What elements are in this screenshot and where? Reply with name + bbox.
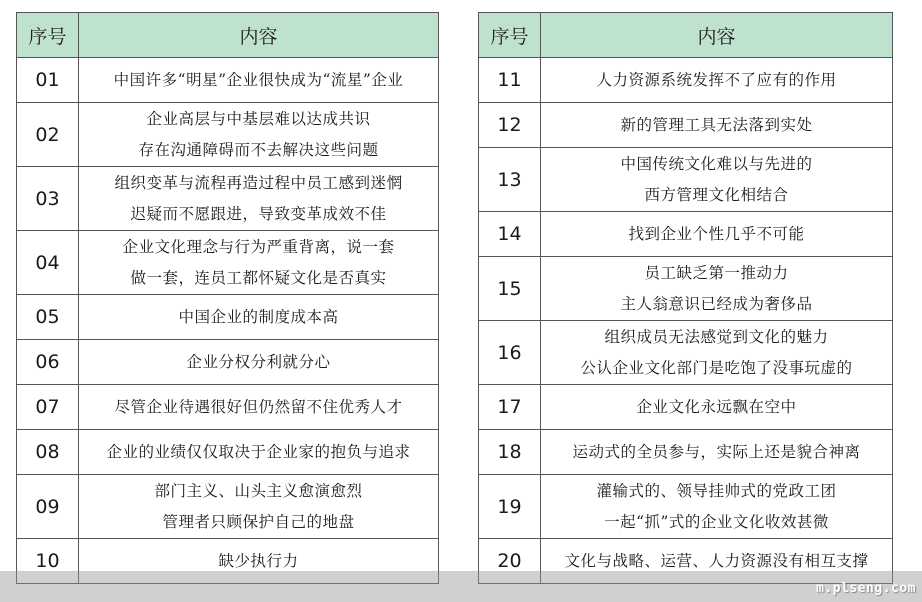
content-line: 灌输式的、领导挂帅式的党政工团: [596, 481, 837, 500]
row-content: [79, 475, 439, 539]
row-number: 13: [479, 148, 541, 212]
content-line: 中国企业的制度成本高: [178, 307, 339, 326]
table-row: [17, 475, 439, 539]
content-line: 人力资源系统发挥不了应有的作用: [596, 70, 837, 89]
row-content: [541, 385, 893, 430]
watermark: m.plseng.com: [816, 581, 916, 596]
row-number: 15: [479, 257, 541, 321]
table-row: [17, 167, 439, 231]
content-line: 企业分权分利就分心: [186, 352, 331, 371]
table-row: [479, 212, 893, 257]
row-content: [541, 148, 893, 212]
content-line: 尽管企业待遇很好但仍然留不住优秀人才: [114, 397, 403, 416]
row-number: 20: [479, 539, 541, 584]
table-row: [17, 231, 439, 295]
table-row: [479, 103, 893, 148]
row-number: 18: [479, 430, 541, 475]
issues-table-right: [478, 12, 893, 584]
content-line: 企业文化理念与行为严重背离，说一套: [122, 237, 395, 256]
table-row: [479, 475, 893, 539]
row-number: 01: [17, 58, 79, 103]
row-content: [79, 430, 439, 475]
row-content: [79, 295, 439, 340]
row-number: 16: [479, 321, 541, 385]
content-line: 做一套，连员工都怀疑文化是否真实: [130, 268, 387, 287]
table-row: [17, 385, 439, 430]
row-number: 10: [17, 539, 79, 584]
content-line: 迟疑而不愿跟进，导致变革成效不佳: [130, 204, 387, 223]
table-row: [479, 321, 893, 385]
row-content: [541, 321, 893, 385]
row-number: 03: [17, 167, 79, 231]
content-line: 一起“抓”式的企业文化收效甚微: [604, 512, 829, 531]
table-row: [17, 103, 439, 167]
row-content: [79, 231, 439, 295]
content-line: 公认企业文化部门是吃饱了没事玩虚的: [580, 358, 853, 377]
footer-bar: [0, 571, 922, 602]
content-line: 西方管理文化相结合: [644, 185, 789, 204]
row-number: 17: [479, 385, 541, 430]
content-line: 部门主义、山头主义愈演愈烈: [154, 481, 363, 500]
table-row: [17, 58, 439, 103]
content-line: 企业高层与中基层难以达成共识: [146, 109, 371, 128]
row-content: [79, 167, 439, 231]
row-content: [79, 58, 439, 103]
content-line: 缺少执行力: [218, 551, 299, 570]
row-number: 19: [479, 475, 541, 539]
table-row: [17, 340, 439, 385]
content-line: 中国传统文化难以与先进的: [620, 154, 813, 173]
row-content: [541, 430, 893, 475]
table-row: [479, 430, 893, 475]
content-line: 新的管理工具无法落到实处: [620, 115, 813, 134]
header-content: 内容: [79, 13, 439, 58]
content-line: 企业文化永远飘在空中: [636, 397, 797, 416]
row-number: 08: [17, 430, 79, 475]
content-line: 员工缺乏第一推动力: [644, 263, 789, 282]
content-line: 存在沟通障碍而不去解决这些问题: [138, 140, 379, 159]
content-line: 找到企业个性几乎不可能: [628, 224, 805, 243]
table-row: [479, 257, 893, 321]
row-number: 11: [479, 58, 541, 103]
issues-table-left: [16, 12, 439, 584]
row-content: [541, 212, 893, 257]
row-content: [79, 385, 439, 430]
content-line: 文化与战略、运营、人力资源没有相互支撑: [564, 551, 869, 570]
content-line: 企业的业绩仅仅取决于企业家的抱负与追求: [106, 442, 411, 461]
row-number: 12: [479, 103, 541, 148]
row-content: [79, 103, 439, 167]
row-number: 06: [17, 340, 79, 385]
table-row: [17, 295, 439, 340]
table-row: [17, 430, 439, 475]
row-number: 02: [17, 103, 79, 167]
content-line: 管理者只顾保护自己的地盘: [162, 512, 355, 531]
row-number: 14: [479, 212, 541, 257]
header-number: 序号: [17, 13, 79, 58]
row-content: [541, 58, 893, 103]
row-content: [541, 103, 893, 148]
content-line: 中国许多“明星”企业很快成为“流星”企业: [113, 70, 404, 89]
table-row: [479, 148, 893, 212]
row-number: 05: [17, 295, 79, 340]
row-number: 04: [17, 231, 79, 295]
header-number: 序号: [479, 13, 541, 58]
content-line: 组织成员无法感觉到文化的魅力: [604, 327, 829, 346]
row-content: [541, 257, 893, 321]
header-content: 内容: [541, 13, 893, 58]
table-row: [479, 58, 893, 103]
content-line: 运动式的全员参与，实际上还是貌合神离: [572, 442, 861, 461]
row-content: [79, 340, 439, 385]
content-line: 组织变革与流程再造过程中员工感到迷惘: [114, 173, 403, 192]
row-content: [541, 475, 893, 539]
row-number: 07: [17, 385, 79, 430]
table-row: [479, 385, 893, 430]
row-number: 09: [17, 475, 79, 539]
content-line: 主人翁意识已经成为奢侈品: [620, 294, 813, 313]
